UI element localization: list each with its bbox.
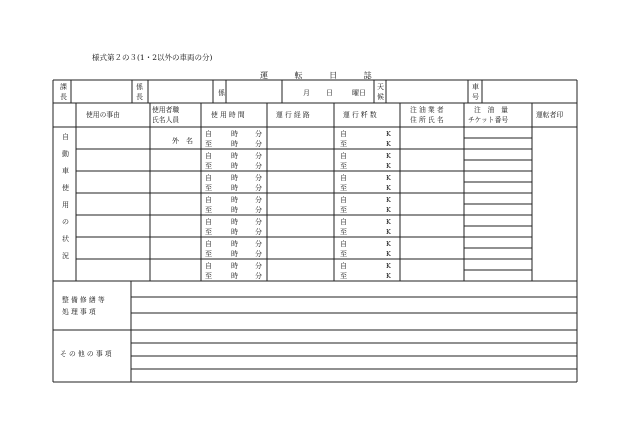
time-minute-label: 分 xyxy=(255,184,262,192)
maintenance-label-2: 処 理 事 項 xyxy=(62,308,96,316)
time-hour-label: 時 xyxy=(231,162,238,170)
time-hour-label: 時 xyxy=(231,206,238,214)
side-char: 使 xyxy=(62,184,69,192)
km-unit-label: K xyxy=(386,196,391,204)
time-to-label: 至 xyxy=(205,250,212,258)
col-purpose: 使用の事由 xyxy=(86,111,120,119)
side-char: 用 xyxy=(62,201,69,209)
time-hour-label: 時 xyxy=(231,184,238,192)
usage-rows xyxy=(205,129,391,280)
side-char: 状 xyxy=(62,235,69,243)
time-from-label: 自 xyxy=(205,240,212,248)
time-minute-label: 分 xyxy=(255,206,262,214)
col-user-1: 使用者職 xyxy=(152,106,180,114)
col-time: 使 用 時 間 xyxy=(211,111,245,119)
km-from-label: 自 xyxy=(340,174,347,182)
km-from-label: 自 xyxy=(340,218,347,226)
col-user-2: 氏名人員 xyxy=(152,116,180,124)
col-fuel-1: 注 油 量 xyxy=(474,106,508,114)
col-fuel-2: チケット番号 xyxy=(468,116,509,124)
km-from-label: 自 xyxy=(340,196,347,204)
km-unit-label: K xyxy=(386,174,391,182)
time-minute-label: 分 xyxy=(255,174,262,182)
header-kakari: 係 xyxy=(218,89,225,97)
form-title: 運 転 日 誌 xyxy=(260,71,384,80)
time-minute-label: 分 xyxy=(255,272,262,280)
time-to-label: 至 xyxy=(205,228,212,236)
time-hour-label: 時 xyxy=(231,218,238,226)
form-grid-lines xyxy=(53,80,577,382)
time-hour-label: 時 xyxy=(231,240,238,248)
time-from-label: 自 xyxy=(205,152,212,160)
km-unit-label: K xyxy=(386,218,391,226)
time-from-label: 自 xyxy=(205,196,212,204)
km-unit-label: K xyxy=(386,184,391,192)
time-minute-label: 分 xyxy=(255,162,262,170)
side-char: 況 xyxy=(62,252,69,260)
col-seal: 運転者印 xyxy=(536,111,564,119)
km-from-label: 自 xyxy=(340,240,347,248)
km-to-label: 至 xyxy=(340,250,347,258)
header-month: 月 xyxy=(303,89,310,97)
header-day: 日 xyxy=(326,89,333,97)
km-unit-label: K xyxy=(386,162,391,170)
header-weather-2: 候 xyxy=(377,93,384,101)
user-count-suffix: 外 名 xyxy=(172,137,193,145)
time-to-label: 至 xyxy=(205,206,212,214)
time-minute-label: 分 xyxy=(255,218,262,226)
time-to-label: 至 xyxy=(205,140,212,148)
vehicle-usage-status-label xyxy=(62,132,69,260)
header-kacho-2: 長 xyxy=(60,93,67,101)
time-hour-label: 時 xyxy=(231,140,238,148)
side-char: 車 xyxy=(62,167,69,175)
other-items-label: そ の 他 の 事 項 xyxy=(60,350,112,358)
header-weekday: 曜日 xyxy=(352,89,366,97)
km-to-label: 至 xyxy=(340,272,347,280)
km-unit-label: K xyxy=(386,262,391,270)
km-to-label: 至 xyxy=(340,140,347,148)
time-to-label: 至 xyxy=(205,184,212,192)
km-to-label: 至 xyxy=(340,228,347,236)
side-char: の xyxy=(62,218,69,226)
km-from-label: 自 xyxy=(340,152,347,160)
km-from-label: 自 xyxy=(340,262,347,270)
col-supplier-2: 住 所 氏 名 xyxy=(410,116,444,124)
time-hour-label: 時 xyxy=(231,272,238,280)
time-minute-label: 分 xyxy=(255,262,262,270)
form-number: 様式第２の３(1・2以外の車両の分) xyxy=(92,53,213,62)
header-kakaricho-2: 長 xyxy=(136,93,143,101)
col-route: 運 行 経 路 xyxy=(276,111,310,119)
time-hour-label: 時 xyxy=(231,250,238,258)
time-hour-label: 時 xyxy=(231,130,238,138)
km-unit-label: K xyxy=(386,272,391,280)
time-hour-label: 時 xyxy=(231,196,238,204)
km-unit-label: K xyxy=(386,250,391,258)
time-minute-label: 分 xyxy=(255,196,262,204)
col-supplier-1: 注 油 業 者 xyxy=(410,106,444,114)
time-minute-label: 分 xyxy=(255,228,262,236)
km-to-label: 至 xyxy=(340,184,347,192)
time-minute-label: 分 xyxy=(255,152,262,160)
header-kakaricho-1: 係 xyxy=(136,83,143,91)
header-kacho-1: 課 xyxy=(60,83,67,91)
side-char: 動 xyxy=(62,150,69,158)
time-minute-label: 分 xyxy=(255,140,262,148)
time-to-label: 至 xyxy=(205,162,212,170)
header-vehicle-no-2: 号 xyxy=(472,93,479,101)
km-unit-label: K xyxy=(386,152,391,160)
km-unit-label: K xyxy=(386,240,391,248)
side-char: 自 xyxy=(62,133,69,141)
time-hour-label: 時 xyxy=(231,228,238,236)
km-to-label: 至 xyxy=(340,162,347,170)
km-from-label: 自 xyxy=(340,130,347,138)
maintenance-label-1: 整 備 修 繕 等 xyxy=(62,296,105,304)
time-hour-label: 時 xyxy=(231,174,238,182)
col-distance: 運 行 粁 数 xyxy=(343,111,377,119)
km-unit-label: K xyxy=(386,130,391,138)
time-from-label: 自 xyxy=(205,218,212,226)
km-to-label: 至 xyxy=(340,206,347,214)
km-unit-label: K xyxy=(386,140,391,148)
time-minute-label: 分 xyxy=(255,250,262,258)
time-from-label: 自 xyxy=(205,130,212,138)
time-from-label: 自 xyxy=(205,174,212,182)
km-unit-label: K xyxy=(386,228,391,236)
time-minute-label: 分 xyxy=(255,130,262,138)
time-to-label: 至 xyxy=(205,272,212,280)
time-hour-label: 時 xyxy=(231,262,238,270)
time-hour-label: 時 xyxy=(231,152,238,160)
km-unit-label: K xyxy=(386,206,391,214)
header-vehicle-no-1: 車 xyxy=(472,83,479,91)
time-minute-label: 分 xyxy=(255,240,262,248)
time-from-label: 自 xyxy=(205,262,212,270)
header-weather-1: 天 xyxy=(377,83,384,91)
